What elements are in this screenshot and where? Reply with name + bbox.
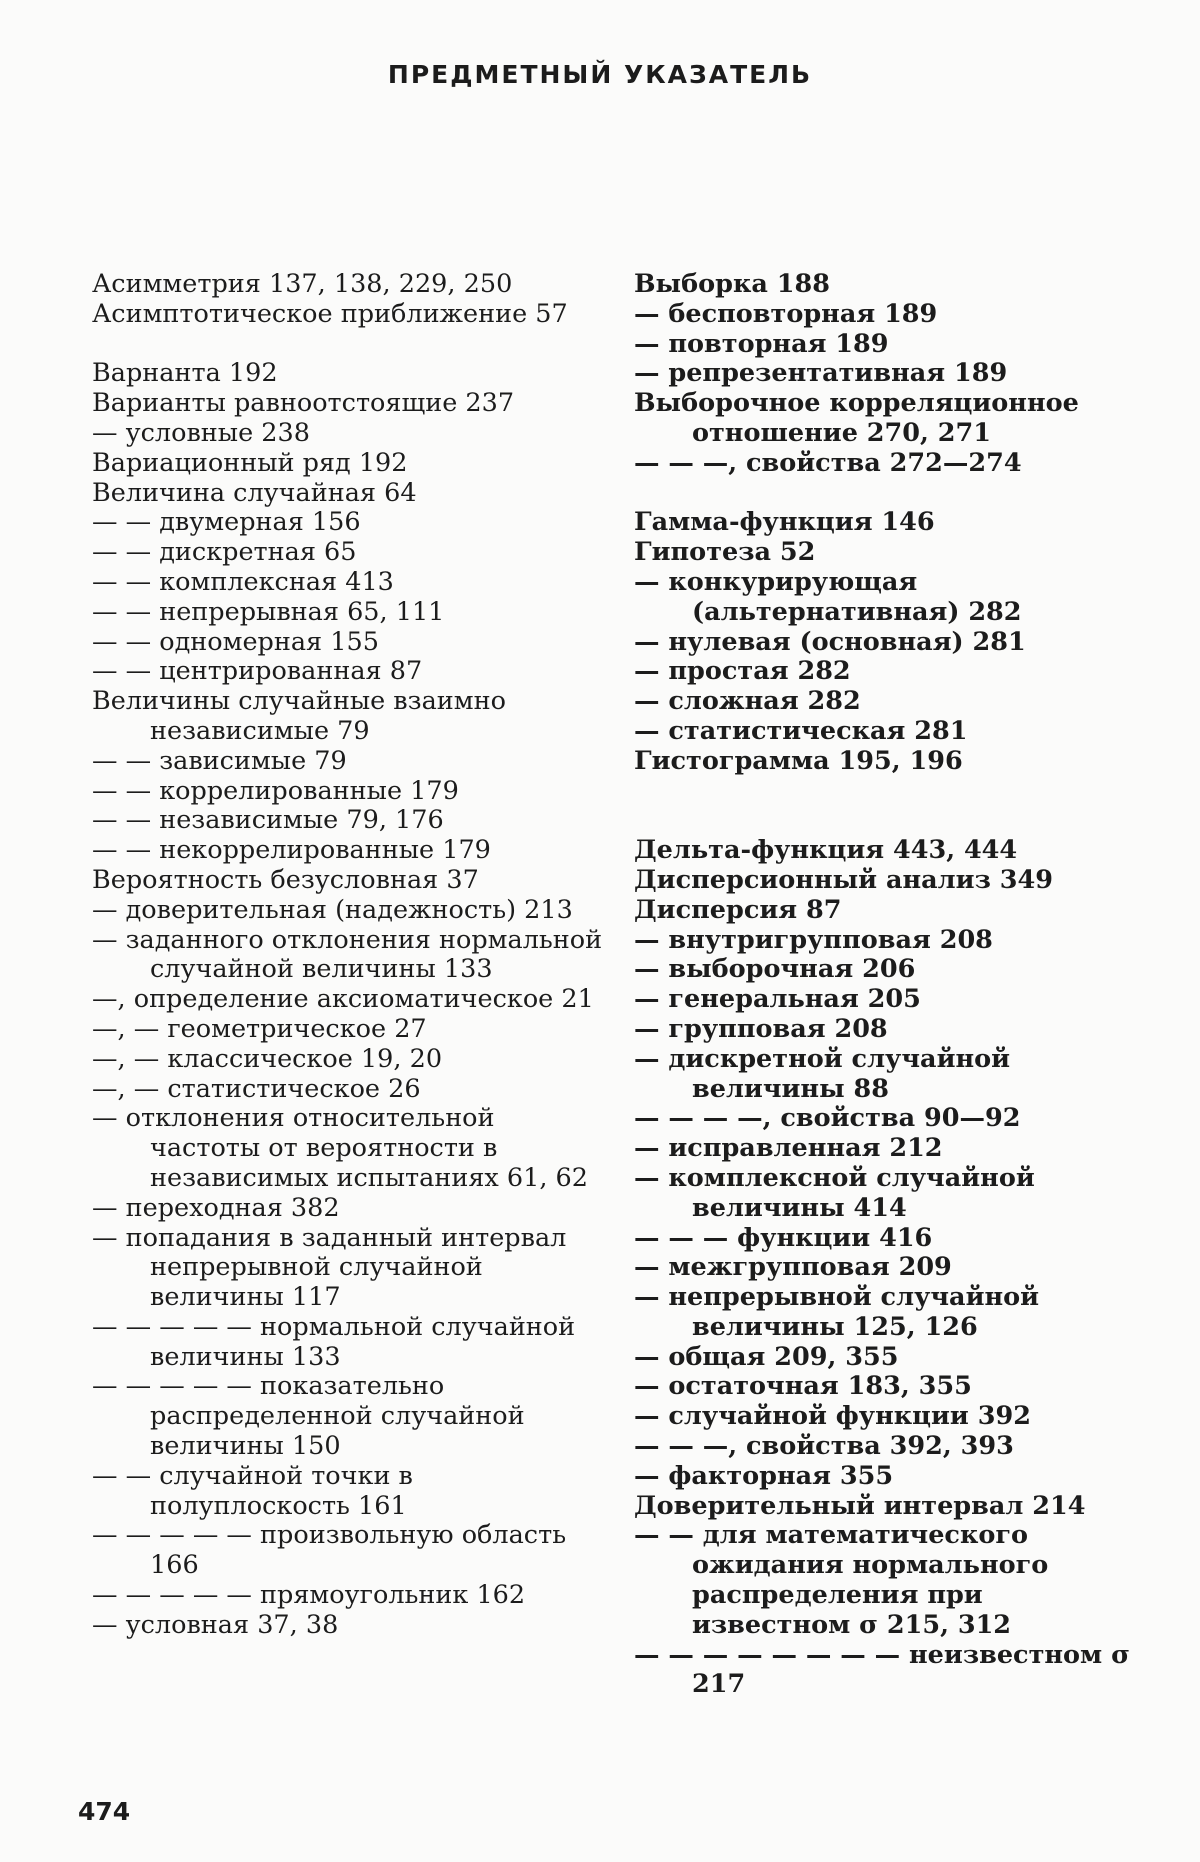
index-entry: —, — классическое 19, 20 (92, 1043, 443, 1074)
index-entry: — внутригрупповая 208 (634, 924, 993, 955)
index-entry: Вероятность безусловная 37 (92, 864, 479, 895)
index-entry: Дисперсионный анализ 349 (634, 864, 1053, 895)
index-entry: — — двумерная 156 (92, 507, 361, 538)
page-title: ПРЕДМЕТНЫЙ УКАЗАТЕЛЬ (387, 60, 813, 89)
index-entry: — — некоррелированные 179 (92, 835, 491, 866)
index-entry: — — — — — показательно распределенной случайной величины 150 (92, 1371, 525, 1462)
index-entry: — — случайной точки в полуплоскость 161 (92, 1460, 413, 1521)
index-entry: — статистическая 281 (634, 715, 968, 746)
index-entry: — групповая 208 (634, 1013, 888, 1044)
index-entry: Выборочное корреляционное отношение 270, 271 (634, 388, 1079, 448)
index-entry: — факторная 355 (634, 1460, 894, 1491)
index-entry: — нулевая (основная) 281 (634, 626, 1026, 657)
index-entry: — бесповторная 189 (634, 298, 938, 329)
index-entry: — остаточная 183, 355 (634, 1371, 972, 1402)
index-entry: — условные 238 (92, 417, 310, 448)
index-entry: — конкурирующая (альтернативная) 282 (634, 566, 1022, 627)
index-entry: — выборочная 206 (634, 954, 916, 985)
index-entry: — условная 37, 38 (92, 1609, 339, 1640)
index-entry: — — — — — прямоугольник 162 (92, 1580, 526, 1611)
index-entry: — — одномерная 155 (92, 626, 379, 657)
index-entry: — комплексной случайной величины 414 (634, 1162, 1035, 1223)
page-number: 474 (78, 1797, 131, 1826)
index-entry: — переходная 382 (92, 1192, 340, 1223)
index-entry: — — —, свойства 272—274 (634, 447, 1022, 478)
index-entry: — исправленная 212 (634, 1133, 943, 1164)
index-entry: — — — — — нормальной случайной величины 133 (92, 1311, 576, 1372)
index-entry: Гамма-функция 146 (634, 507, 935, 538)
index-column-right (634, 270, 1139, 1700)
index-entry: — — независимые 79, 176 (92, 805, 444, 836)
index-entry: — генеральная 205 (634, 984, 921, 1015)
index-entry: Вариационный ряд 192 (92, 447, 408, 478)
index-entry: — — — —, свойства 90—92 (634, 1103, 1021, 1134)
index-entry: Асимптотическое приближение 57 (92, 298, 568, 329)
index-entry: Гипотеза 52 (634, 537, 816, 568)
index-column-left (92, 270, 612, 1641)
index-entry: — репрезентативная 189 (634, 358, 1008, 389)
index-entry: — попадания в заданный интервал непрерывной случайной величины 117 (92, 1222, 567, 1313)
index-entry: — заданного отклонения нормальной случайной величины 133 (92, 924, 603, 985)
index-entry: — общая 209, 355 (634, 1341, 899, 1372)
index-entry: — отклонения относительной частоты от вероятности в независимых испытаниях 61, 62 (92, 1103, 588, 1193)
index-entry: — простая 282 (634, 656, 851, 687)
index-entry: —, — статистическое 26 (92, 1073, 421, 1104)
index-entry: — — —, свойства 392, 393 (634, 1431, 1014, 1462)
index-entry: — — коррелированные 179 (92, 775, 459, 806)
index-entry: Дисперсия 87 (634, 894, 842, 925)
index-entry: Дельта-функция 443, 444 (634, 835, 1018, 866)
index-entry: — — — — — произвольную область 166 (92, 1520, 567, 1581)
index-entry: — — центрированная 87 (92, 656, 423, 687)
index-entry: Гистограмма 195, 196 (634, 745, 963, 776)
index-entry: — случайной функции 392 (634, 1401, 1031, 1432)
index-entry: — — зависимые 79 (92, 745, 347, 776)
index-entry: — сложная 282 (634, 686, 861, 717)
index-entry: Величина случайная 64 (92, 477, 417, 508)
index-entry: — — непрерывная 65, 111 (92, 596, 445, 627)
index-entry: Варианты равноотстоящие 237 (92, 388, 515, 419)
index-entry: — — — — — — — — неизвестном σ 217 (634, 1639, 1130, 1700)
index-entry: — непрерывной случайной величины 125, 126 (634, 1282, 1040, 1342)
index-entry: — — для математического ожидания нормального распределения при известном σ 215, 312 (634, 1520, 1049, 1640)
index-entry: — дискретной случайной величины 88 (634, 1043, 1011, 1104)
index-entry: Доверительный интервал 214 (634, 1490, 1086, 1521)
index-entry: — доверительная (надежность) 213 (92, 894, 573, 925)
index-entry: — — — функции 416 (634, 1222, 933, 1253)
index-entry: Асимметрия 137, 138, 229, 250 (92, 269, 513, 299)
index-entry: — повторная 189 (634, 328, 889, 359)
index-entry: Варнанта 192 (92, 358, 278, 389)
index-entry: — межгрупповая 209 (634, 1252, 952, 1283)
index-entry: Величины случайные взаимно независимые 79 (92, 686, 506, 746)
index-entry: Выборка 188 (634, 269, 831, 299)
index-entry: — — дискретная 65 (92, 537, 357, 568)
index-entry: —, — геометрическое 27 (92, 1013, 427, 1044)
index-entry: — — комплексная 413 (92, 566, 394, 597)
index-entry: —, определение аксиоматическое 21 (92, 984, 594, 1015)
